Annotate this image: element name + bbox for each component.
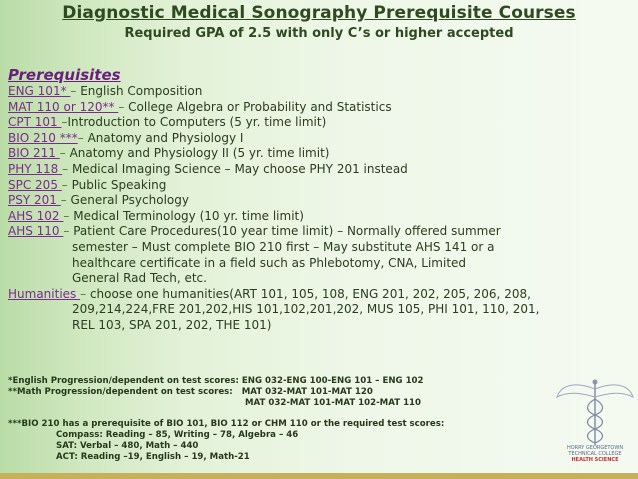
note-compass: Compass: Reading – 85, Writing – 78, Algebra – 46 [56, 429, 299, 440]
course-desc: choose one humanities(ART 101, 105, 108, ENG 201, 202, 205, 206, 208, [89, 286, 531, 301]
course-desc: College Algebra or Probability and Statistics [128, 99, 392, 114]
course-row [8, 115, 568, 131]
course-sep: – [80, 286, 90, 301]
course-code: ENG 101* [8, 84, 71, 98]
note-act: ACT: Reading –19, English – 19, Math-21 [56, 452, 250, 463]
note-spacer [8, 410, 444, 419]
course-sep: – [63, 224, 74, 239]
course-code: MAT 110 or 120** [8, 99, 119, 114]
course-row-humanities [8, 287, 568, 303]
course-code: AHS 102 [8, 208, 64, 223]
course-sep: – [61, 177, 72, 192]
course-desc: English Composition [80, 84, 203, 98]
course-code: BIO 210 *** [8, 130, 78, 145]
course-sep: – [61, 115, 68, 130]
bottom-bar [0, 473, 638, 479]
course-row [8, 146, 568, 162]
slide-subtitle: Required GPA of 2.5 with only C’s or higher accepted [124, 26, 514, 41]
course-code: PHY 118 [8, 161, 63, 176]
course-sep: – [118, 99, 129, 114]
course-list [8, 84, 568, 334]
course-row [8, 131, 568, 147]
course-code: CPT 101 [8, 115, 62, 130]
course-row [8, 193, 568, 209]
course-code: BIO 211 [8, 146, 60, 161]
course-row [8, 84, 568, 100]
course-row [8, 100, 568, 116]
course-sep: – [63, 208, 74, 223]
course-code: AHS 110 [8, 224, 64, 239]
prerequisites-heading: Prerequisites [8, 66, 121, 84]
course-desc-cont: REL 103, SPA 201, 202, THE 101) [72, 317, 272, 332]
slide-title: Diagnostic Medical Sonography Prerequisite Courses [62, 3, 576, 23]
course-code: SPC 205 [8, 177, 62, 192]
course-desc-cont: 209,214,224,FRE 201,202,HIS 101,102,201,202, MUS 105, PHI 101, 110, 201, [72, 302, 540, 317]
course-desc: Anatomy and Physiology I [87, 130, 244, 145]
course-desc: Introduction to Computers (5 yr. time limit) [67, 115, 327, 130]
course-desc: Medical Terminology (10 yr. time limit) [73, 208, 304, 223]
course-sep: – [70, 84, 81, 98]
note-bio: ***BIO 210 has a prerequisite of BIO 101, BIO 112 or CHM 110 or the required test scores: [8, 418, 445, 429]
course-row [8, 178, 568, 194]
logo-text [556, 445, 634, 463]
course-desc: Public Speaking [71, 177, 167, 192]
course-desc: Medical Imaging Science – May choose PHY 201 instead [71, 161, 408, 176]
course-row [8, 209, 568, 225]
course-sep: – [77, 130, 88, 145]
course-code: PSY 201 [8, 193, 61, 208]
course-desc: Patient Care Procedures(10 year time limit) – Normally offered summer [73, 224, 501, 239]
logo-line: HORRY GEORGETOWN [566, 445, 624, 451]
course-desc-cont: healthcare certificate in a field such as Phlebotomy, CNA, Limited [72, 255, 467, 270]
footnotes [8, 376, 444, 463]
course-desc: Anatomy and Physiology II (5 yr. time limit) [69, 146, 330, 161]
course-desc-cont: General Rad Tech, etc. [72, 271, 207, 286]
note-english: *English Progression/dependent on test scores: ENG 032-ENG 100-ENG 101 – ENG 102 [8, 376, 424, 386]
note-math: **Math Progression/dependent on test scores: MAT 032-MAT 101-MAT 120 [8, 387, 373, 398]
course-desc: General Psychology [70, 193, 189, 208]
logo-line: TECHNICAL COLLEGE [568, 451, 622, 457]
course-row-ahs110 [8, 224, 568, 240]
course-code: Humanities [8, 286, 81, 301]
course-sep: – [62, 161, 72, 176]
note-math-alt: MAT 032-MAT 101-MAT 102-MAT 110 [245, 398, 422, 409]
logo-line: HEALTH SCIENCE [571, 457, 619, 463]
course-sep: – [59, 146, 70, 161]
note-sat: SAT: Verbal – 480, Math – 440 [56, 441, 199, 452]
course-desc-cont: semester – Must complete BIO 210 first – May substitute AHS 141 or a [72, 239, 495, 254]
course-sep: – [60, 193, 71, 208]
course-row [8, 162, 568, 178]
